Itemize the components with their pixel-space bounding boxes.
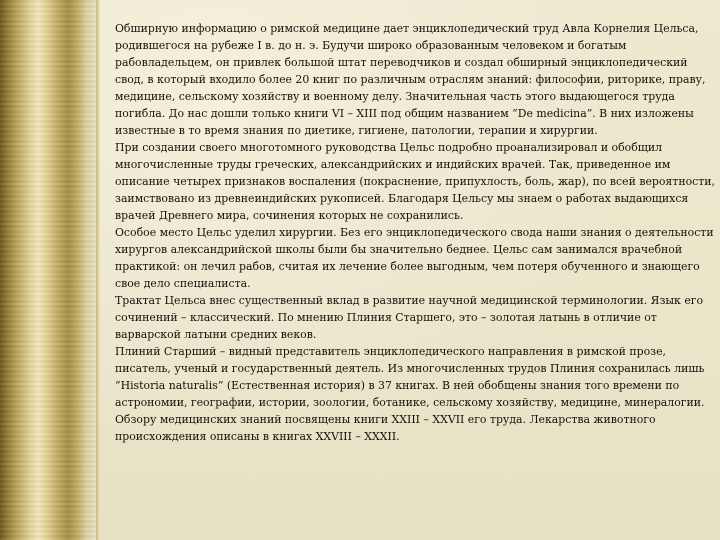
paragraph-pliny: Плиний Старший – видный представитель энциклопедического направления в римской прозе, писатель, ученый и государственный деятель. Из многочисленных трудов Плиния сохранилась лишь “Historia naturalis” (Естественная история) в 37 книгах. В ней обобщены знания того времени по астрономии, географии, истории, зоологии, ботанике, сельскому хозяйству, медицине, минералогии. <box>115 345 705 409</box>
paragraph-celsus-surgery: Особое место Цельс уделил хирургии. Без его энциклопедического свода наши знания о деятельности хирургов александрийской школы были бы значительно беднее. Цельс сам занимался врачебной практикой: он лечил рабов, считая их лечение более выгодным, чем потеря обученного и знающего свое дело специалиста. <box>115 226 714 290</box>
decorative-gold-band <box>0 0 96 540</box>
body-text <box>115 20 715 445</box>
paragraph-celsus-intro: Обширную информацию о римской медицине дает энциклопедический труд Авла Корнелия Цельса, родившегося на рубеже I в. до н. э. Будучи широко образованным человеком и богатым рабовладельцем, он привлек большой штат переводчиков и создал обширный энциклопедический свод, в который входило более 20 книг по различным отраслям знаний: философии, риторике, праву, медицине, сельскому хозяйству и военному делу. Значительная часть этого выдающегося труда погибла. До нас дошли только книги VI – XIII под общим названием “De medicina”. В них изложены известные в то время знания по диетике, гигиене, патологии, терапии и хирургии. <box>115 22 706 137</box>
paragraph-celsus-terminology: Трактат Цельса внес существенный вклад в развитие научной медицинской терминологии. Язык его сочинений – классический. По мнению Плиния Старшего, это – золотая латынь в отличие от варварской латыни средних веков. <box>115 294 704 341</box>
paragraph-celsus-sources: При создании своего многотомного руководства Цельс подробно проанализировал и обобщил многочисленные труды греческих, александрийских и индийских врачей. Так, приведенное им описание четырех признаков воспаления (покраснение, припухлость, боль, жар), по всей вероятности, заимствовано из древнеиндийских рукописей. Благодаря Цельсу мы знаем о работах выдающихся врачей Древнего мира, сочинения которых не сохранились. <box>115 141 715 222</box>
decorative-frame-line <box>96 0 100 540</box>
paragraph-pliny-books: Обзору медицинских знаний посвящены книги XXIII – XXVII его труда. Лекарства животного происхождения описаны в книгах XXVIII – XXXII. <box>115 413 656 443</box>
